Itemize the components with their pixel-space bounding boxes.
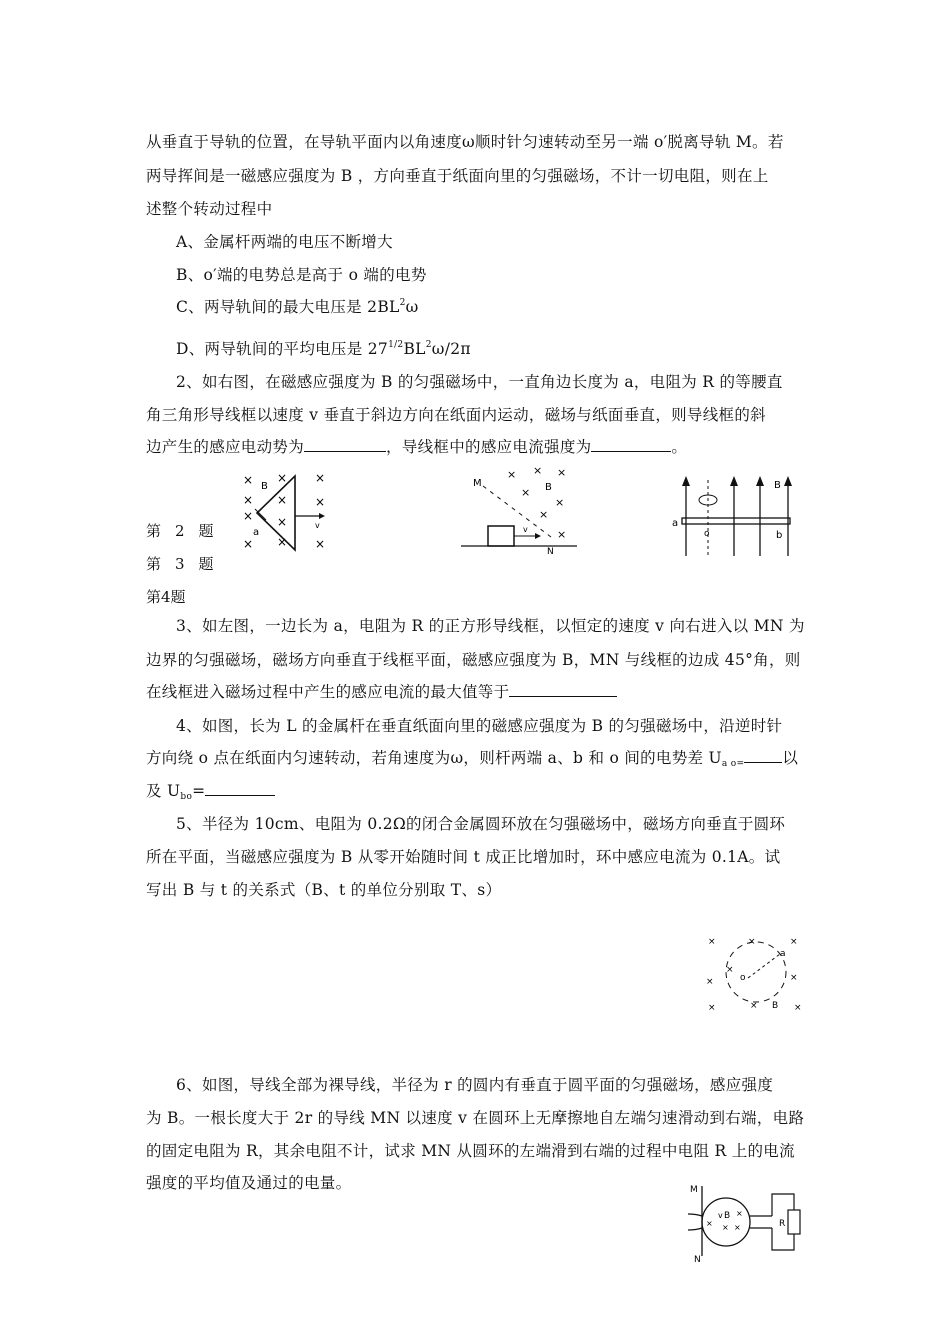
cross-mark: × xyxy=(706,1219,713,1228)
cross-mark: × xyxy=(557,528,567,541)
cross-mark: × xyxy=(277,535,288,549)
cross-mark: × xyxy=(708,1003,716,1013)
answer-blank-ubo xyxy=(205,781,275,796)
left-lead-bottom xyxy=(688,1228,702,1230)
cross-mark: × xyxy=(706,977,714,987)
field-label-b: B xyxy=(772,1001,779,1011)
q2-line-1: 2、如右图，在磁感应强度为 B 的匀强磁场中，一直角边长度为 a，电阻为 R 的等腰直 xyxy=(176,373,783,391)
point-label-a: a xyxy=(780,949,786,959)
cross-mark: × xyxy=(243,493,254,507)
cross-mark: × xyxy=(277,493,288,507)
label-n: N xyxy=(694,1255,701,1264)
figure-5-ring xyxy=(700,932,810,1014)
cross-mark: × xyxy=(736,1209,743,1218)
option-d-sup1: 1/2 xyxy=(388,340,404,350)
answer-blank-uao xyxy=(744,748,782,763)
resistor-r xyxy=(788,1210,800,1234)
q4-line-3 xyxy=(146,781,275,801)
figure-6-circuit xyxy=(682,1180,810,1264)
q2-line-3 xyxy=(146,437,687,457)
cross-mark: × xyxy=(521,486,531,499)
q6-line-3: 的固定电阻为 R，其余电阻不计，试求 MN 从圆环的左端滑到右端的过程中电阻 R 上的电流 xyxy=(146,1142,795,1160)
q3-line-1: 3、如左图，一边长为 a，电阻为 R 的正方形导线框，以恒定的速度 v 向右进入以 MN 为 xyxy=(176,617,805,635)
cross-mark: × xyxy=(726,965,734,975)
q2-line-3a: 边产生的感应电动势为 xyxy=(146,438,305,456)
option-a: A、金属杆两端的电压不断增大 xyxy=(176,233,393,251)
velocity-arrowhead xyxy=(535,533,541,539)
radius-line xyxy=(748,954,780,978)
cross-mark: × xyxy=(794,1003,802,1013)
metal-rod xyxy=(682,518,790,524)
cross-mark: × xyxy=(790,973,798,983)
circuit-wire-bottom xyxy=(772,1228,794,1250)
figure-4-rod xyxy=(668,470,798,558)
cross-mark: × xyxy=(315,471,326,485)
q4-line-2b: 以 xyxy=(782,749,799,767)
resistor-label-r: R xyxy=(779,1219,786,1229)
cross-mark: × xyxy=(243,537,254,551)
caption-figure-2: 第2题 xyxy=(146,522,228,540)
option-d xyxy=(176,339,471,359)
cross-mark: × xyxy=(277,515,288,529)
square-frame xyxy=(488,526,514,546)
option-c-omega: ω xyxy=(405,298,419,316)
q6-line-1: 6、如图，导线全部为裸导线，半径为 r 的圆内有垂直于圆平面的匀强磁场，感应强度 xyxy=(176,1076,774,1094)
field-crosses xyxy=(706,937,802,1013)
caption-figure-3: 第3题 xyxy=(146,555,228,573)
q5-line-1: 5、半径为 10cm、电阻为 0.2Ω的闭合金属圆环放在匀强磁场中，磁场方向垂直于圆环 xyxy=(176,815,786,833)
field-lines xyxy=(686,484,788,556)
q4-line-2a: 方向绕 o 点在纸面内匀速转动，若角速度为ω，则杆两端 a、b 和 o 间的电势差 U xyxy=(146,749,722,767)
field-label-b: B xyxy=(545,482,552,493)
q4-line-3b: = xyxy=(192,782,206,800)
cross-mark: × xyxy=(790,937,798,947)
cross-mark: × xyxy=(708,937,716,947)
velocity-label: v xyxy=(718,1211,723,1220)
q2-line-3b: ，导线框中的感应电流强度为 xyxy=(386,438,592,456)
q4-line-1: 4、如图，长为 L 的金属杆在垂直纸面向里的磁感应强度为 B 的匀强磁场中，沿逆时针 xyxy=(176,717,783,735)
answer-blank-emf xyxy=(304,437,386,452)
caption-figure-4: 第4题 xyxy=(146,588,186,606)
cross-mark: × xyxy=(555,496,565,509)
cross-mark: × xyxy=(722,1223,729,1232)
cross-mark: × xyxy=(243,473,254,487)
answer-blank-max-current xyxy=(509,682,617,697)
option-c xyxy=(176,297,419,317)
option-d-post: ω/2π xyxy=(431,340,471,358)
q3-line-3-text: 在线框进入磁场过程中产生的感应电流的最大值等于 xyxy=(146,683,510,701)
field-label-b: B xyxy=(774,480,781,491)
cross-mark: × xyxy=(315,495,326,509)
option-b: B、o′端的电势总是高于 o 端的电势 xyxy=(176,266,427,284)
cross-mark: × xyxy=(750,1001,758,1011)
q2-line-2: 角三角形导线框以速度 v 垂直于斜边方向在纸面内运动，磁场与纸面垂直，则导线框的斜 xyxy=(146,406,766,424)
ring-outline xyxy=(726,942,786,1002)
option-d-mid: BL xyxy=(403,340,426,358)
field-crosses xyxy=(243,471,325,551)
cross-mark: × xyxy=(243,509,254,523)
side-label-a: a xyxy=(253,527,260,538)
q6-line-2: 为 B。一根长度大于 2r 的导线 MN 以速度 v 在圆环上无摩擦地自左端匀速滑动到右端，电路 xyxy=(146,1109,805,1127)
pivot-label-o: o xyxy=(704,529,710,539)
cross-mark: × xyxy=(557,466,567,479)
velocity-label: v xyxy=(315,521,320,530)
cross-mark: × xyxy=(748,937,756,947)
q3-line-3 xyxy=(146,682,617,702)
option-d-sup2: 2 xyxy=(425,340,432,350)
figure-2-triangle xyxy=(235,468,335,560)
intro-line-2: 两导挥间是一磁感应强度为 B ，方向垂直于纸面向里的匀强磁场，不计一切电阻，则在上 xyxy=(146,167,769,185)
cross-mark: × xyxy=(539,508,549,521)
q5-line-3: 写出 B 与 t 的关系式（B、t 的单位分别取 T、s） xyxy=(146,881,502,899)
left-lead-top xyxy=(688,1214,702,1216)
field-crosses xyxy=(507,464,566,541)
field-label-b: B xyxy=(261,481,268,492)
cross-mark: × xyxy=(277,471,288,485)
intro-line-3: 述整个转动过程中 xyxy=(146,200,273,218)
velocity-label: v xyxy=(523,525,528,534)
answer-blank-current xyxy=(591,437,671,452)
cross-mark: × xyxy=(507,468,517,481)
end-label-a: a xyxy=(672,518,679,529)
center-label-o: o xyxy=(740,973,746,983)
q3-line-2: 边界的匀强磁场，磁场方向垂直于线框平面，磁感应强度为 B，MN 与线框的边成 45°角，则 xyxy=(146,651,801,669)
q5-line-2: 所在平面，当磁感应强度为 B 从零开始随时间 t 成正比增加时，环中感应电流为 0.1A。试 xyxy=(146,848,781,866)
q4-line-3a: 及 U xyxy=(146,782,181,800)
q4-line-2 xyxy=(146,748,798,768)
velocity-arrowhead xyxy=(319,513,325,519)
end-label-b: b xyxy=(776,530,783,541)
option-c-sup: 2 xyxy=(399,298,406,308)
option-d-text: D、两导轨间的平均电压是 27 xyxy=(176,340,389,358)
circuit-wire-top xyxy=(772,1194,794,1216)
q4-ubo-sub: bo xyxy=(180,792,193,802)
figure-3-square xyxy=(455,462,590,560)
cross-mark: × xyxy=(315,537,326,551)
q4-uao-sub: a o= xyxy=(721,759,745,769)
label-m: M xyxy=(690,1185,698,1195)
label-n: N xyxy=(547,547,554,557)
q2-line-3c: 。 xyxy=(671,438,688,456)
q6-line-4: 强度的平均值及通过的电量。 xyxy=(146,1174,352,1192)
option-c-text: C、两导轨间的最大电压是 2BL xyxy=(176,298,400,316)
intro-line-1: 从垂直于导轨的位置，在导轨平面内以角速度ω顺时针匀速转动至另一端 o′脱离导轨 M。若 xyxy=(146,133,784,151)
field-label-b: B xyxy=(724,1211,731,1221)
cross-mark: × xyxy=(734,1223,741,1232)
label-m: M xyxy=(473,478,482,489)
cross-mark: × xyxy=(533,464,543,477)
